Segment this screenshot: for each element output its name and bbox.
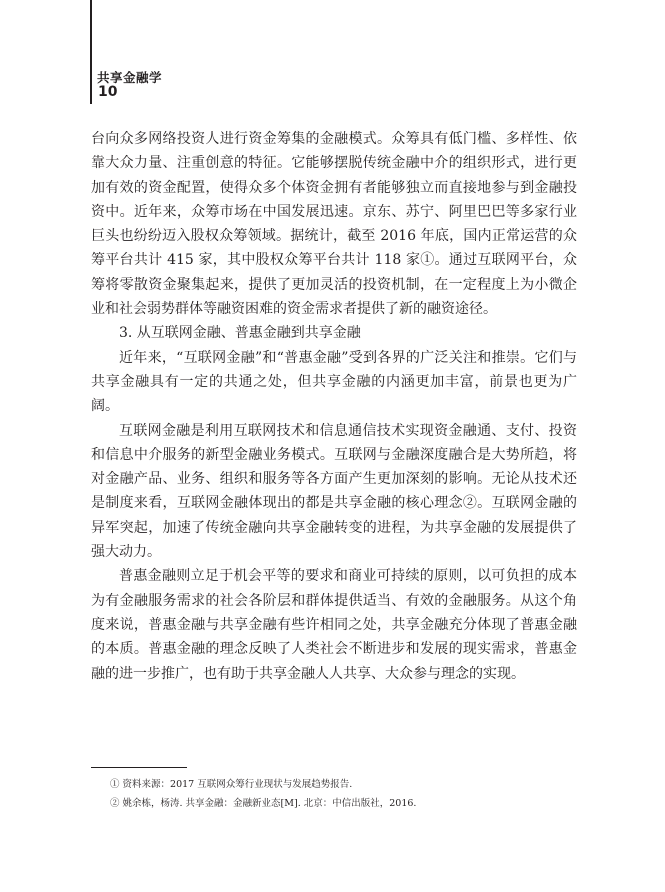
footnote-separator [91,767,187,768]
section-heading: 3. 从互联网金融、普惠金融到共享金融 [119,325,361,342]
paragraph-intro: 近年来，“互联网金融”和“普惠金融”受到各界的广泛关注和推崇。它们与共享金融具有一定的共通之处，但共享金融的内涵更加丰富，前景也更为广阔。 [91,349,577,415]
footnotes [110,775,570,813]
footnote-2: ② 姚余栋，杨涛. 共享金融：金融新业态[M]. 北京：中信出版社，2016. [110,798,417,809]
paragraph-internet-finance: 互联网金融是利用互联网技术和信息通信技术实现资金融通、支付、投资和信息中介服务的新型金融业务模式。互联网与金融深度融合是大势所趋，将对金融产品、业务、组织和服务等各方面产生更加深刻的影响。无论从技术还是制度来看，互联网金融体现出的都是共享金融的核心理念②。互联网金融的异军突起，加速了传统金融向共享金融转变的进程，为共享金融的发展提供了强大动力。 [91,422,577,561]
page-number: 10 [98,84,118,100]
running-head-title: 共享金融学 [97,70,163,85]
body-text [91,127,577,686]
paragraph-crowdfunding: 台向众多网络投资人进行资金筹集的金融模式。众筹具有低门槛、多样性、依靠大众力量、注重创意的特征。它能够摆脱传统金融中介的组织形式，进行更加有效的资金配置，使得众多个体资金拥有者能够独立而直接地参与到金融投资中。近年来，众筹市场在中国发展迅速。京东、苏宁、阿里巴巴等多家行业巨头也纷纷迈入股权众筹领域。据统计，截至 2016 年底，国内正常运营的众筹平台共计 415 家，其中股权众筹平台共计 118 家①。通过互联网平台，众筹将零散资金聚集起来，提供了更加灵活的投资机制，在一定程度上为小微企业和社会弱势群体等融资困难的资金需求者提供了新的融资途径。 [91,131,577,318]
footnote-1: ① 资料来源：2017 互联网众筹行业现状与发展趋势报告. [110,779,353,790]
paragraph-inclusive-finance: 普惠金融则立足于机会平等的要求和商业可持续的原则，以可负担的成本为有金融服务需求的社会各阶层和群体提供适当、有效的金融服务。从这个角度来说，普惠金融与共享金融有些许相同之处，共享金融充分体现了普惠金融的本质。普惠金融的理念反映了人类社会不断进步和发展的现实需求，普惠金融的进一步推广，也有助于共享金融人人共享、大众参与理念的实现。 [91,568,577,682]
header-vertical-rule [90,0,92,104]
